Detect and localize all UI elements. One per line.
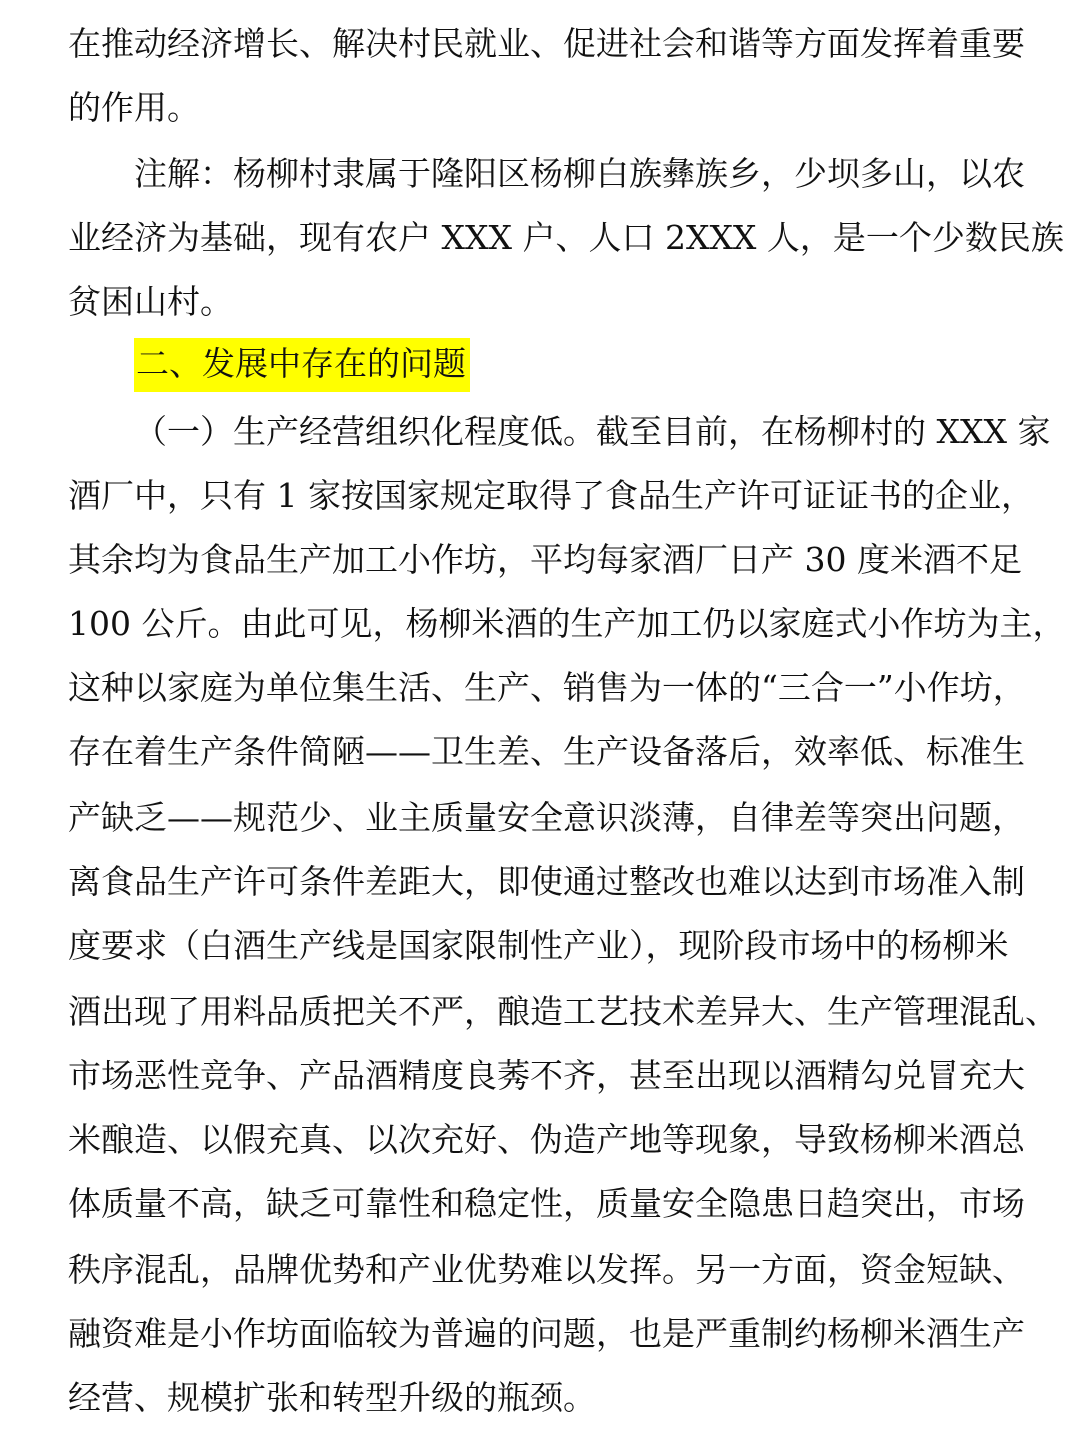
- section-heading-text: 二、发展中存在的问题: [136, 344, 466, 383]
- paragraph-line: （一）生产经营组织化程度低。截至目前，在杨柳村的 XXX 家: [134, 412, 1051, 451]
- paragraph-line: 经营、规模扩张和转型升级的瓶颈。: [68, 1378, 596, 1417]
- paragraph-line: 体质量不高，缺乏可靠性和稳定性，质量安全隐患日趋突出，市场: [68, 1184, 1025, 1223]
- paragraph-line: 其余均为食品生产加工小作坊，平均每家酒厂日产 30 度米酒不足: [68, 540, 1022, 579]
- paragraph-line: 酒厂中，只有 1 家按国家规定取得了食品生产许可证证书的企业，: [68, 476, 1034, 515]
- paragraph-line: 在推动经济增长、解决村民就业、促进社会和谐等方面发挥着重要: [68, 24, 1025, 63]
- paragraph-line: 秩序混乱，品牌优势和产业优势难以发挥。另一方面，资金短缺、: [68, 1250, 1025, 1289]
- section-heading: [134, 338, 470, 392]
- paragraph-line: 融资难是小作坊面临较为普遍的问题，也是严重制约杨柳米酒生产: [68, 1314, 1025, 1353]
- paragraph-line: 酒出现了用料品质把关不严，酿造工艺技术差异大、生产管理混乱、: [68, 992, 1058, 1031]
- paragraph-line: 度要求（白酒生产线是国家限制性产业），现阶段市场中的杨柳米: [68, 926, 1009, 965]
- paragraph-line: 的作用。: [68, 88, 200, 127]
- paragraph-line: 市场恶性竞争、产品酒精度良莠不齐，甚至出现以酒精勾兑冒充大: [68, 1056, 1025, 1095]
- paragraph-line: 米酿造、以假充真、以次充好、伪造产地等现象，导致杨柳米酒总: [68, 1120, 1025, 1159]
- paragraph-line: 100 公斤。由此可见，杨柳米酒的生产加工仍以家庭式小作坊为主，: [68, 604, 1066, 643]
- paragraph-line: 这种以家庭为单位集生活、生产、销售为一体的“三合一”小作坊，: [68, 668, 1026, 707]
- note-line: 注解：杨柳村隶属于隆阳区杨柳白族彝族乡，少坝多山，以农: [134, 154, 1025, 193]
- paragraph-line: 存在着生产条件简陋——卫生差、生产设备落后，效率低、标准生: [68, 732, 1025, 771]
- note-line: 贫困山村。: [68, 282, 233, 321]
- note-line: 业经济为基础，现有农户 XXX 户、人口 2XXX 人，是一个少数民族: [68, 218, 1064, 257]
- paragraph-line: 离食品生产许可条件差距大，即使通过整改也难以达到市场准入制: [68, 862, 1025, 901]
- paragraph-line: 产缺乏——规范少、业主质量安全意识淡薄，自律差等突出问题，: [68, 798, 1025, 837]
